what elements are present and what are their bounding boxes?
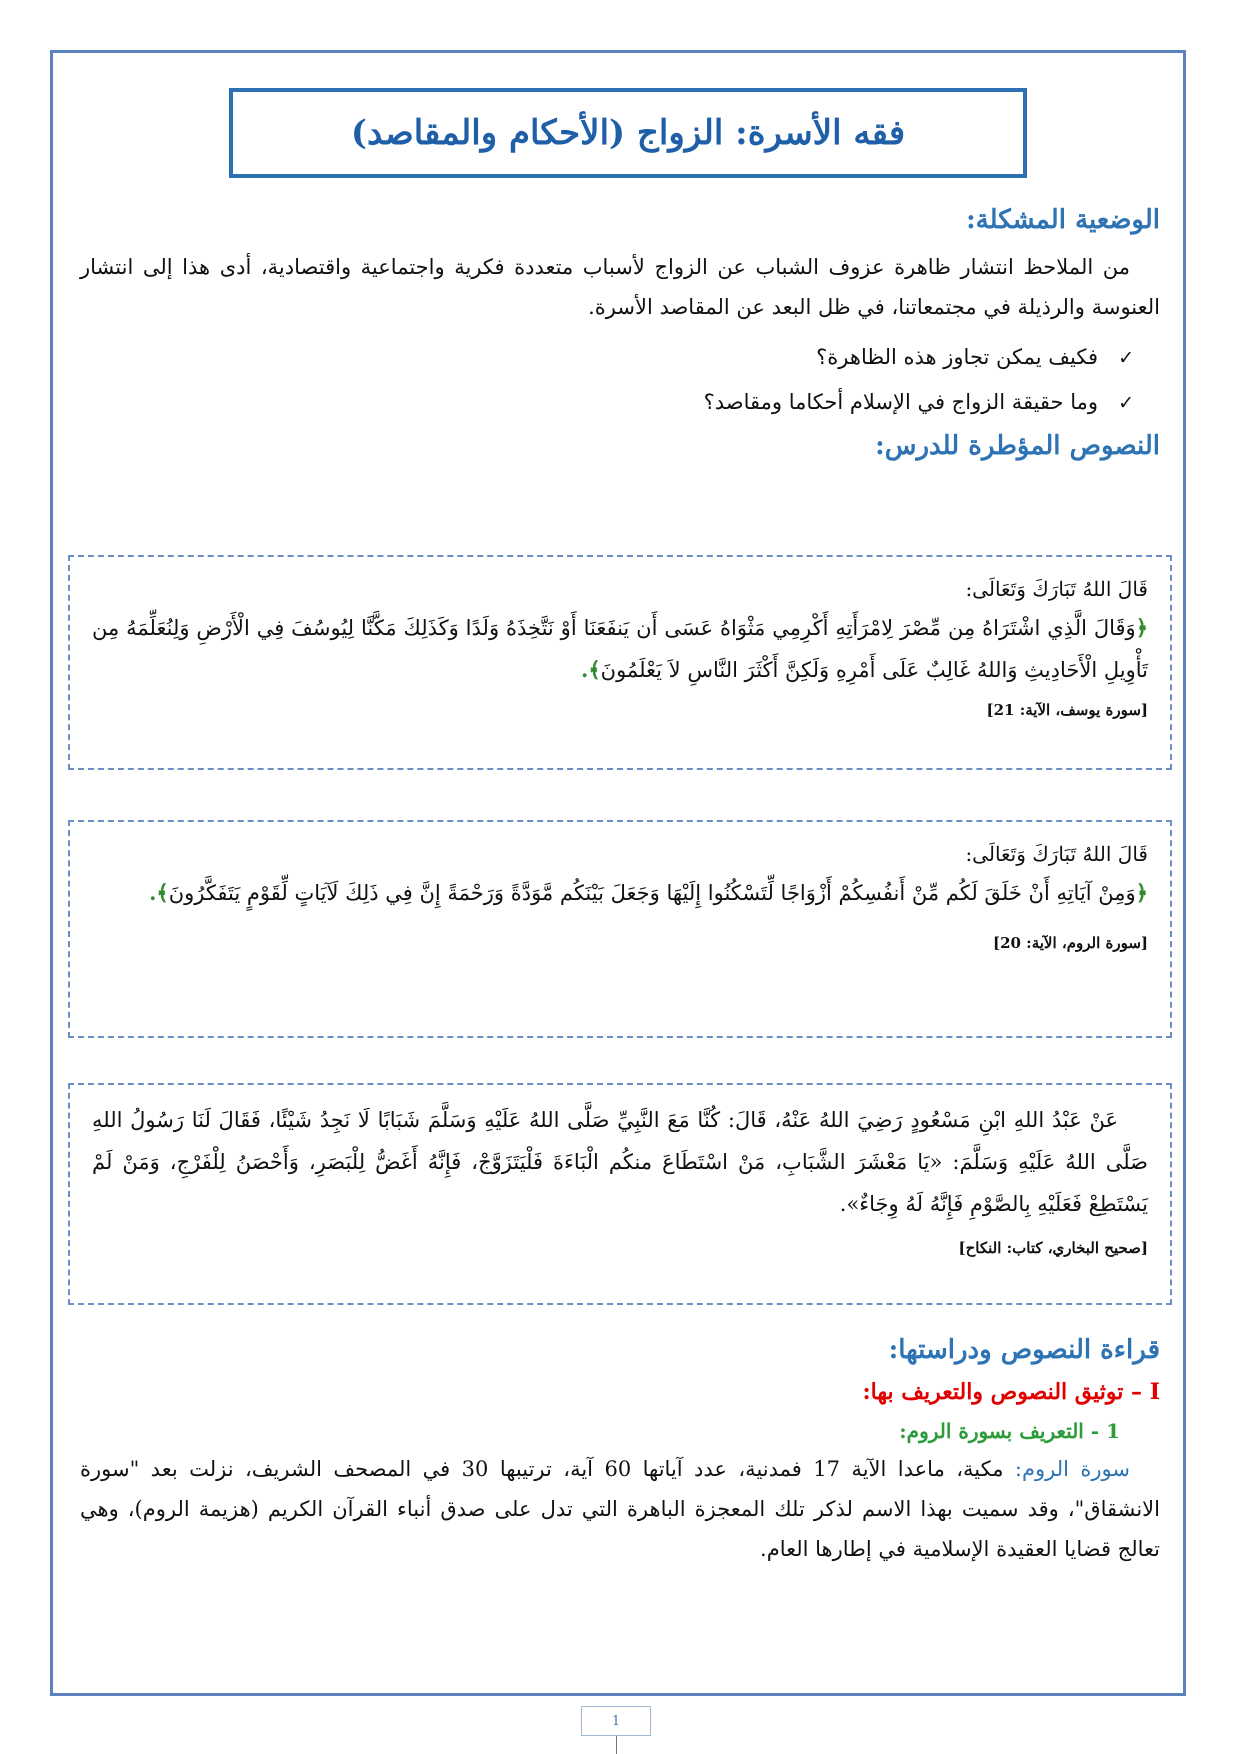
open-bracket: ﴿	[1135, 880, 1148, 905]
checkmark-icon: ✓	[1118, 392, 1134, 414]
problem-section	[80, 205, 1160, 473]
questions-list	[80, 335, 1160, 425]
reading-heading: قراءة النصوص ودراستها:	[888, 1335, 1160, 1365]
problem-heading: الوضعية المشكلة:	[966, 205, 1160, 235]
question-text: فكيف يمكن تجاوز هذه الظاهرة؟	[816, 345, 1098, 369]
hadith-source: [صحيح البخاري، كتاب: النكاح]	[958, 1239, 1148, 1257]
checkmark-icon: ✓	[1118, 347, 1134, 369]
close-bracket: ﴾.	[581, 657, 601, 682]
quote-intro: قَالَ اللهُ تَبَارَكَ وَتَعَالَى:	[965, 842, 1148, 866]
quran-text-box-2	[68, 820, 1172, 1038]
problem-paragraph: من الملاحظ انتشار ظاهرة عزوف الشباب عن الزواج لأسباب متعددة فكرية واجتماعية واقتصادية، أدى هذا إلى انتشار العنوسة والرذيلة في مجتمعاتنا، في ظل البعد عن المقاصد الأسرة.	[80, 255, 1160, 319]
question-text: وما حقيقة الزواج في الإسلام أحكاما ومقاصد؟	[703, 390, 1098, 414]
close-bracket: ﴾.	[149, 880, 169, 905]
question-item	[80, 335, 1134, 380]
quote-intro: قَالَ اللهُ تَبَارَكَ وَتَعَالَى:	[965, 577, 1148, 601]
verse-source: [سورة الروم، الآية: 20]	[992, 934, 1148, 952]
documentation-heading: I – توثيق النصوص والتعريف بها:	[862, 1379, 1160, 1405]
surah-label: سورة الروم:	[1014, 1457, 1130, 1481]
quran-verse	[92, 872, 1148, 914]
hadith-text-box	[68, 1083, 1172, 1305]
quran-text-box-1	[68, 555, 1172, 770]
verse-text: وَقَالَ الَّذِي اشْتَرَاهُ مِن مِّصْرَ لِامْرَأَتِهِ أَكْرِمِي مَثْوَاهُ عَسَى أَن يَنفَعَنَا أَوْ نَتَّخِذَهُ وَلَدًا وَكَذَلِكَ مَكَّنَّا لِيُوسُفَ فِي الْأَرْضِ وَلِنُعَلِّمَهُ مِن تَأْوِيلِ الْأَحَادِيثِ وَاللهُ غَالِبٌ عَلَى أَمْرِهِ وَلَكِنَّ أَكْثَرَ النَّاسِ لاَ يَعْلَمُونَ	[92, 616, 1148, 682]
verse-text: وَمِنْ آيَاتِهِ أَنْ خَلَقَ لَكُم مِّنْ أَنفُسِكُمْ أَزْوَاجًا لِّتَسْكُنُوا إِلَيْهَا وَجَعَلَ بَيْنَكُم مَّوَدَّةً وَرَحْمَةً إِنَّ فِي ذَلِكَ لَآيَاتٍ لِّقَوْمٍ يَتَفَكَّرُونَ	[168, 881, 1136, 905]
surah-paragraph	[80, 1449, 1160, 1569]
page-number: 1	[581, 1706, 651, 1736]
quran-verse	[92, 607, 1148, 691]
reading-section	[80, 1335, 1160, 1569]
framing-heading: النصوص المؤطرة للدرس:	[875, 431, 1160, 461]
surah-intro-heading: 1 - التعريف بسورة الروم:	[899, 1419, 1120, 1443]
open-bracket: ﴿	[1135, 615, 1148, 640]
footer-divider	[616, 1736, 617, 1754]
hadith-text: عَنْ عَبْدُ اللهِ ابْنِ مَسْعُودٍ رَضِيَ اللهُ عَنْهُ، قَالَ: كُنَّا مَعَ النَّبِيِّ صَلَّى اللهُ عَلَيْهِ وَسَلَّمَ شَبَابًا لَا نَجِدُ شَيْئًا، فَقَالَ لَنَا رَسُولُ اللهِ صَلَّى اللهُ عَلَيْهِ وَسَلَّمَ: «يَا مَعْشَرَ الشَّبَابِ، مَنْ اسْتَطَاعَ منكُم الْبَاءَةَ فَلْيَتَزَوَّجْ، فَإِنَّهُ أَغَضُّ لِلْبَصَرِ، وَأَحْصَنُ لِلْفَرْجِ، وَمَنْ لَمْ يَسْتَطِعْ فَعَلَيْهِ بِالصَّوْمِ فَإِنَّهُ لَهُ وِجَاءٌ».	[92, 1108, 1148, 1216]
question-item	[80, 380, 1134, 425]
page-title: فقه الأسرة: الزواج (الأحكام والمقاصد)	[229, 88, 1027, 178]
surah-description: مكية، ماعدا الآية 17 فمدنية، عدد آياتها 60 آية، ترتيبها 30 في المصحف الشريف، نزلت بعد "سورة الانشقاق"، وقد سميت بهذا الاسم لذكر تلك المعجزة الباهرة التي تدل على صدق أنباء القرآن الكريم (هزيمة الروم)، وهي تعالج قضايا العقيدة الإسلامية في إطارها العام.	[80, 1457, 1160, 1561]
verse-source: [سورة يوسف، الآية: 21]	[986, 701, 1148, 719]
